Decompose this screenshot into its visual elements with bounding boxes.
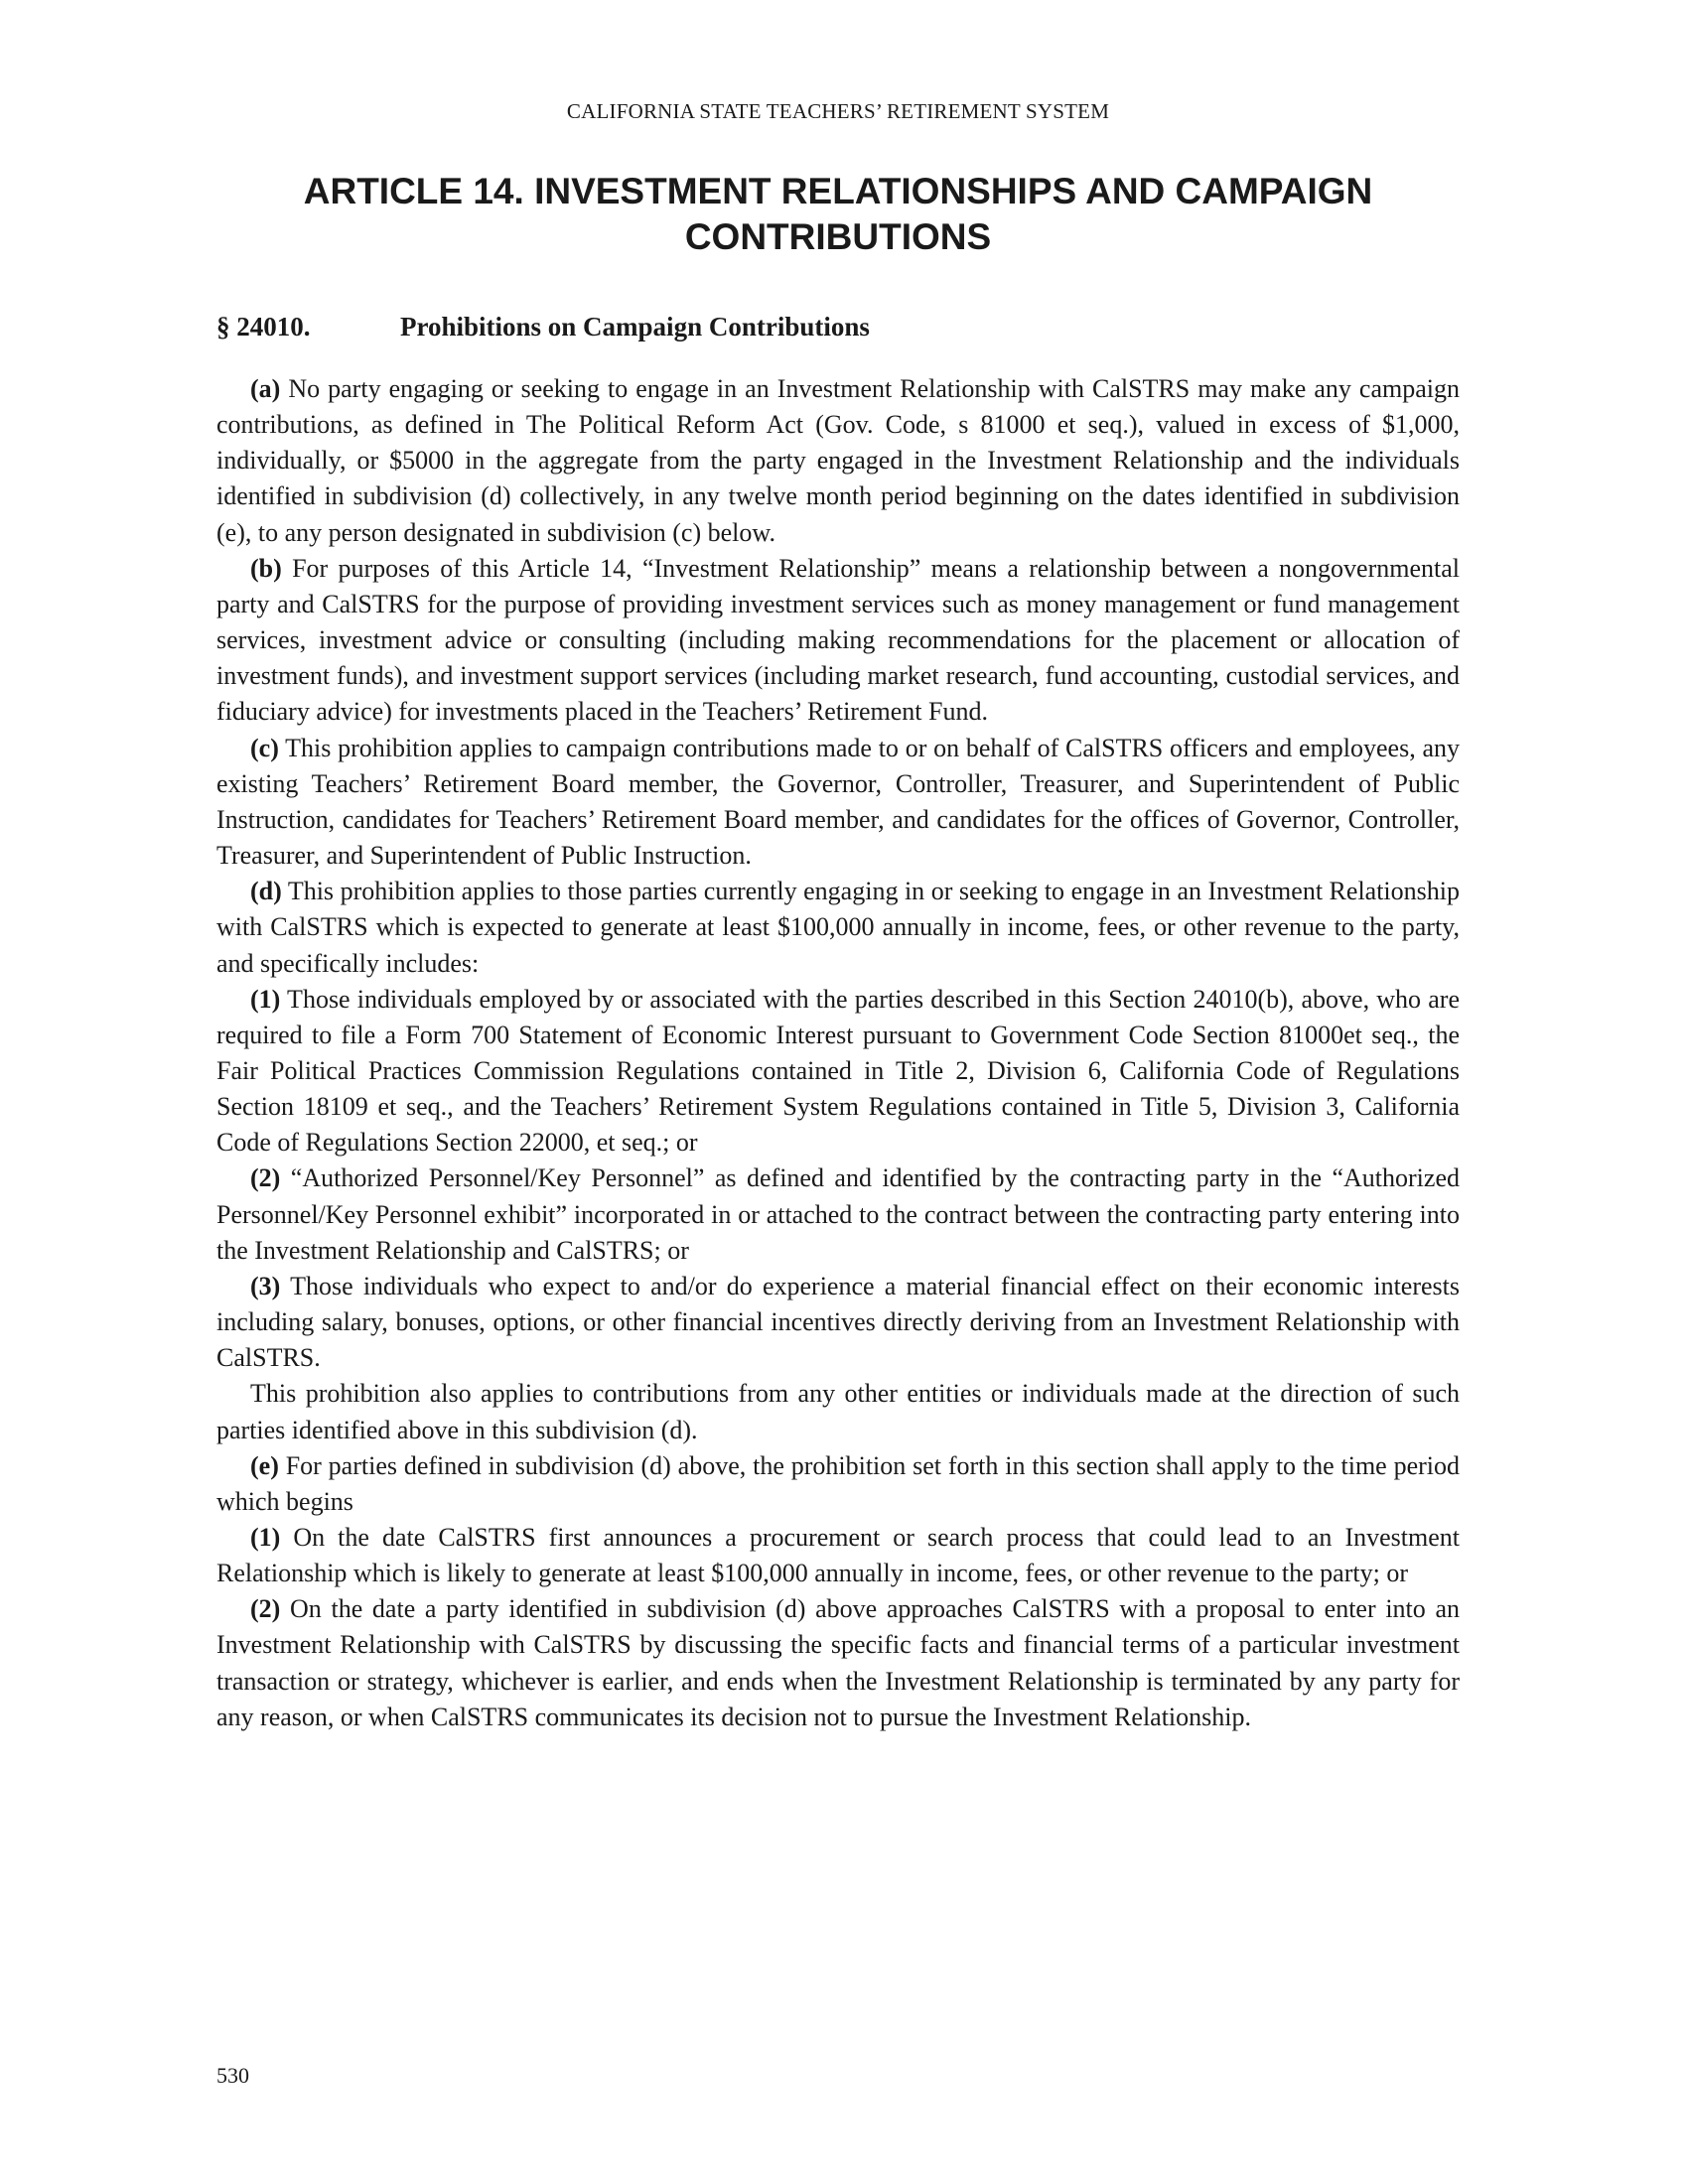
article-title <box>216 169 1460 260</box>
running-header: CALIFORNIA STATE TEACHERS’ RETIREMENT SYSTEM <box>566 99 1110 123</box>
paragraph-text: On the date CalSTRS first announces a procurement or search process that could lead to an Investment Relationship which is likely to generate at least $100,000 annually in income, fees, or other revenue to the party; or <box>216 1523 1460 1588</box>
paragraph-label: (1) <box>250 1523 281 1552</box>
paragraph-label: (1) <box>250 984 281 1014</box>
paragraph-d <box>216 874 1460 981</box>
paragraph-text: For purposes of this Article 14, “Investment Relationship” means a relationship between a nongovernmental party and CalSTRS for the purpose of providing investment services such as money management or fund management services, investment advice or consulting (including making recommendations for the placement or allocation of investment funds), and investment support services (including market research, fund accounting, custodial services, and fiduciary advice) for investments placed in the Teachers’ Retirement Fund. <box>216 553 1460 727</box>
section-number: § 24010. <box>216 312 311 341</box>
paragraph-label: (2) <box>250 1594 281 1624</box>
paragraph-d-2 <box>216 1160 1460 1268</box>
section-title: Prohibitions on Campaign Contributions <box>400 312 870 341</box>
paragraph-b <box>216 551 1460 731</box>
paragraph-text: This prohibition applies to campaign contributions made to or on behalf of CalSTRS officers and employees, any existing Teachers’ Retirement Board member, the Governor, Controller, Treasurer, and Superintendent of Public Instruction, candidates for Teachers’ Retirement Board member, and candidates for the offices of Governor, Controller, Treasurer, and Superintendent of Public Instruction. <box>216 733 1460 871</box>
paragraph-d-3 <box>216 1269 1460 1376</box>
section-body <box>216 371 1460 1735</box>
paragraph-e-2 <box>216 1591 1460 1735</box>
paragraph-label: (e) <box>250 1450 279 1480</box>
paragraph-label: (c) <box>250 733 279 762</box>
paragraph-text: On the date a party identified in subdivision (d) above approaches CalSTRS with a proposal to enter into an Investment Relationship with CalSTRS by discussing the specific facts and financial terms of a particular investment transaction or strategy, whichever is earlier, and ends when the Investment Relationship is terminated by any party for any reason, or when CalSTRS communicates its decision not to pursue the Investment Relationship. <box>216 1594 1460 1731</box>
paragraph-c <box>216 731 1460 875</box>
paragraph-label: (b) <box>250 553 282 583</box>
paragraph-text: This prohibition also applies to contributions from any other entities or individuals made at the direction of such parties identified above in this subdivision (d). <box>216 1379 1460 1444</box>
paragraph-text: Those individuals employed by or associated with the parties described in this Section 24010(b), above, who are required to file a Form 700 Statement of Economic Interest pursuant to Government Code Section 81000et seq., the Fair Political Practices Commission Regulations contained in Title 2, Division 6, California Code of Regulations Section 18109 et seq., and the Teachers’ Retirement System Regulations contained in Title 5, Division 3, California Code of Regulations Section 22000, et seq.; or <box>216 984 1460 1158</box>
paragraph-label: (3) <box>250 1271 281 1300</box>
page-number: 530 <box>216 2063 249 2088</box>
paragraph-text: No party engaging or seeking to engage in an Investment Relationship with CalSTRS may make any campaign contributions, as defined in The Political Reform Act (Gov. Code, s 81000 et seq.), valued in excess of $1,000, individually, or $5000 in the aggregate from the party engaged in the Investment Relationship and the individuals identified in subdivision (d) collectively, in any twelve month period beginning on the dates identified in subdivision (e), to any person designated in subdivision (c) below. <box>216 374 1460 547</box>
paragraph-text: This prohibition applies to those parties currently engaging in or seeking to engage in an Investment Relationship with CalSTRS which is expected to generate at least $100,000 annually in income, fees, or other revenue to the party, and specifically includes: <box>216 877 1460 978</box>
article-title-line-2: CONTRIBUTIONS <box>684 216 992 257</box>
article-title-line-1: ARTICLE 14. INVESTMENT RELATIONSHIPS AND CAMPAIGN <box>303 171 1373 211</box>
paragraph-d-continuation <box>216 1376 1460 1447</box>
paragraph-label: (d) <box>250 877 282 906</box>
paragraph-text: For parties defined in subdivision (d) above, the prohibition set forth in this section shall apply to the time period which begins <box>216 1450 1460 1516</box>
paragraph-text: “Authorized Personnel/Key Personnel” as defined and identified by the contracting party in the “Authorized Personnel/Key Personnel exhibit” incorporated in or attached to the contract between the contracting party entering into the Investment Relationship and CalSTRS; or <box>216 1163 1460 1265</box>
paragraph-label: (a) <box>250 374 281 403</box>
paragraph-d-1 <box>216 982 1460 1161</box>
paragraph-a <box>216 371 1460 551</box>
paragraph-label: (2) <box>250 1163 281 1193</box>
paragraph-e <box>216 1448 1460 1520</box>
paragraph-text: Those individuals who expect to and/or do experience a material financial effect on their economic interests including salary, bonuses, options, or other financial incentives directly deriving from an Investment Relationship with CalSTRS. <box>216 1271 1460 1373</box>
section-heading <box>216 310 1460 343</box>
paragraph-e-1 <box>216 1520 1460 1591</box>
